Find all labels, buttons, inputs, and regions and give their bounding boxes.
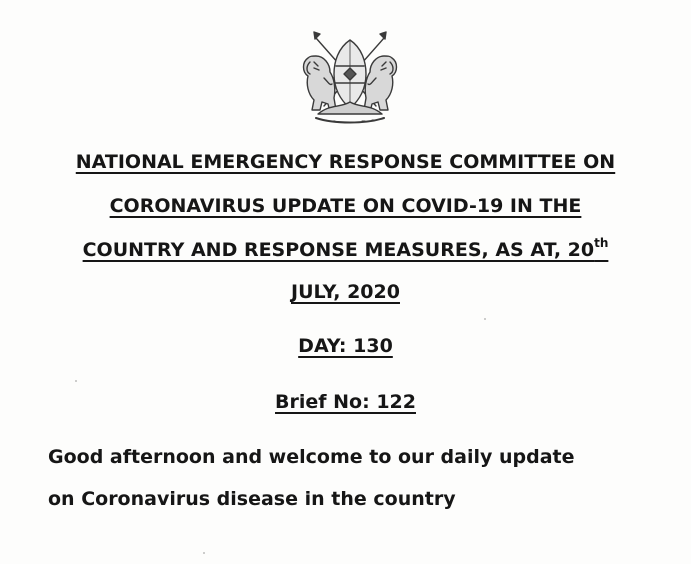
day-label: DAY: 130 [298,335,393,357]
title-line-4: JULY, 2020 [291,281,400,303]
scan-speck [75,380,77,382]
greeting-line-2: on Coronavirus disease in the country [48,488,456,510]
scan-speck [203,552,205,554]
title-line-3 [0,238,691,262]
greeting-line-1: Good afternoon and welcome to our daily update [48,446,575,468]
date-ordinal-suffix: th [594,236,609,250]
title-line-2: CORONAVIRUS UPDATE ON COVID-19 IN THE [109,195,582,217]
title-line-1: NATIONAL EMERGENCY RESPONSE COMMITTEE ON [75,151,616,173]
kenya-coat-of-arms-icon [294,28,406,124]
scan-speck [484,318,486,320]
title-line-3-text: COUNTRY AND RESPONSE MEASURES, AS AT, 20 [82,239,595,261]
brief-number: Brief No: 122 [275,391,416,413]
